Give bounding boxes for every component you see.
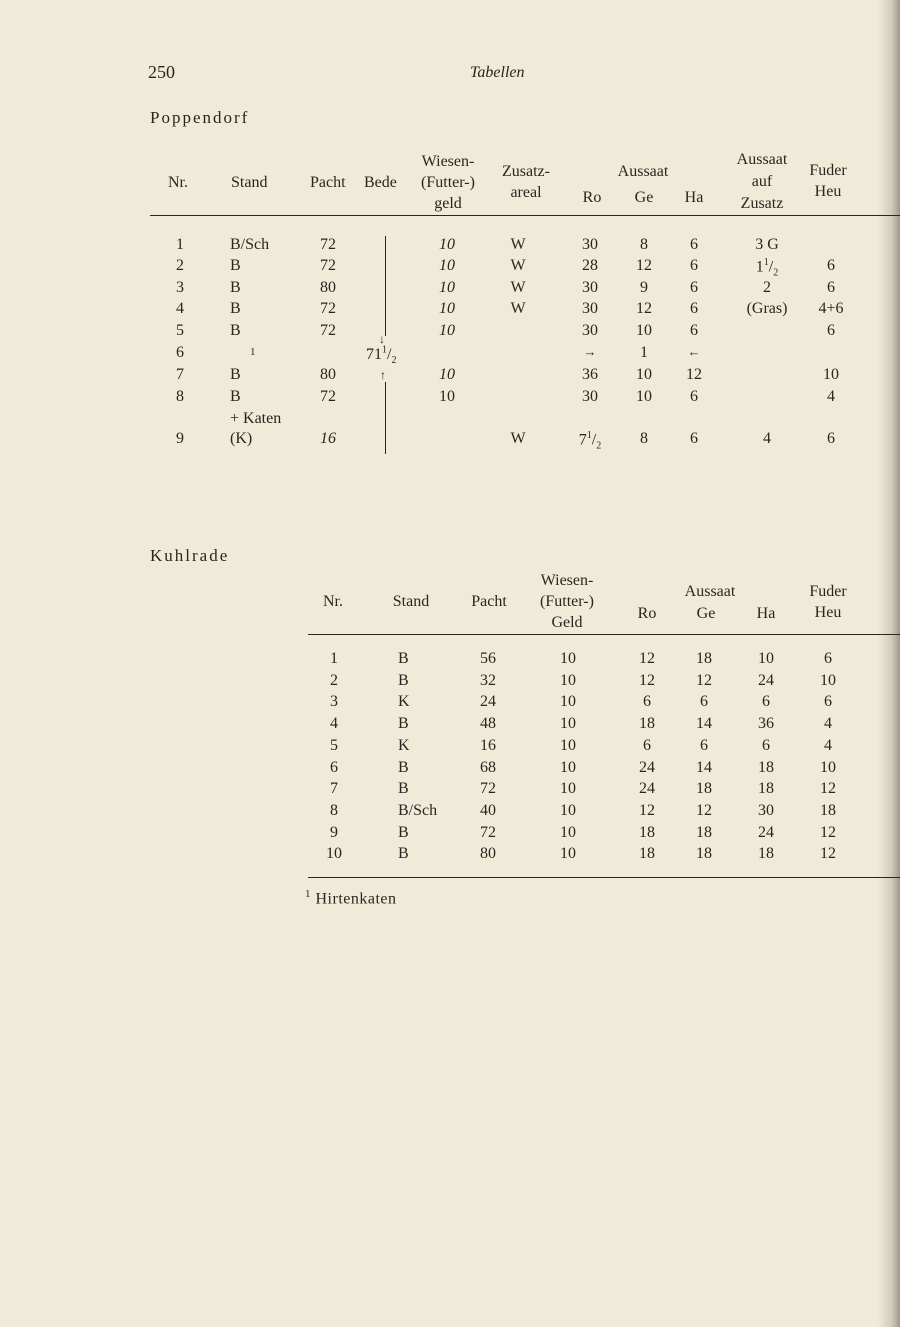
kuhlrade-row-6-nr: 6 (330, 759, 338, 776)
header-rule (308, 634, 900, 635)
kuhlrade-row-8-ha: 30 (758, 802, 774, 819)
poppendorf-row-4-wiesen: 10 (439, 300, 455, 317)
poppendorf-row-2-ha: 6 (690, 257, 698, 274)
footnote-text: Hirtenkaten (315, 890, 397, 908)
kuhlrade-row-5-ro: 6 (643, 737, 651, 754)
poppendorf-row-10-ge: 8 (640, 430, 648, 447)
section-title-kuhlrade: Kuhlrade (150, 546, 230, 565)
kuhlrade-row-5-stand: K (398, 737, 410, 754)
kuhlrade-row-8-ge: 12 (696, 802, 712, 819)
kuhlrade-row-4-fuder: 4 (824, 715, 832, 732)
poppendorf-row-4-ro: 30 (582, 300, 598, 317)
poppendorf-row-7-pacht: 80 (320, 366, 336, 383)
header-ha: Ha (684, 189, 704, 206)
kuhlrade-row-9-nr: 9 (330, 824, 338, 841)
kuhlrade-row-7-ro: 24 (639, 780, 655, 797)
kuhlrade-row-8-wiesen: 10 (560, 802, 576, 819)
header-pacht: Pacht (310, 174, 346, 191)
kuhlrade-row-8-ro: 12 (639, 802, 655, 819)
kuhlrade-row-5-nr: 5 (330, 737, 338, 754)
kuhlrade-row-9-ro: 18 (639, 824, 655, 841)
poppendorf-row-10-ha: 6 (690, 430, 698, 447)
poppendorf-row-10-fuder: 6 (827, 430, 835, 447)
poppendorf-row-5-ro: 30 (582, 322, 598, 339)
poppendorf-row-2-nr: 2 (176, 257, 184, 274)
kuhlrade-row-3-fuder: 6 (824, 693, 832, 710)
kuhlrade-row-5-ge: 6 (700, 737, 708, 754)
poppendorf-row-10-pacht: 16 (320, 430, 336, 447)
running-title: Tabellen (470, 64, 525, 81)
kuhlrade-row-9-pacht: 72 (480, 824, 496, 841)
kuhlrade-row-4-pacht: 48 (480, 715, 496, 732)
kuhlrade-row-3-wiesen: 10 (560, 693, 576, 710)
kuhlrade-row-9-wiesen: 10 (560, 824, 576, 841)
kuhlrade-row-6-ha: 18 (758, 759, 774, 776)
poppendorf-row-5-fuder: 6 (827, 322, 835, 339)
kuhlrade-row-3-stand: K (398, 693, 410, 710)
kuhlrade-row-5-ha: 6 (762, 737, 770, 754)
header-nr: Nr. (323, 593, 343, 610)
poppendorf-row-7-ge: 10 (636, 366, 652, 383)
kuhlrade-row-1-nr: 1 (330, 650, 338, 667)
poppendorf-row-9-stand: + Katen (230, 410, 282, 427)
kuhlrade-row-6-ge: 14 (696, 759, 712, 776)
kuhlrade-row-4-ha: 36 (758, 715, 774, 732)
header-aussaat: Aussaat (617, 163, 669, 180)
poppendorf-row-10-nr: 9 (176, 430, 184, 447)
poppendorf-row-2-pacht: 72 (320, 257, 336, 274)
header-fuder-l2: Heu (814, 183, 842, 200)
poppendorf-row-3-stand: B (230, 279, 241, 296)
header-stand: Stand (392, 593, 430, 610)
poppendorf-row-4-pacht: 72 (320, 300, 336, 317)
kuhlrade-row-5-fuder: 4 (824, 737, 832, 754)
kuhlrade-row-4-ge: 14 (696, 715, 712, 732)
kuhlrade-row-4-ro: 18 (639, 715, 655, 732)
kuhlrade-row-7-wiesen: 10 (560, 780, 576, 797)
header-pacht: Pacht (471, 593, 507, 610)
header-zusatz-l1: Zusatz- (502, 163, 550, 180)
poppendorf-row-5-ge: 10 (636, 322, 652, 339)
kuhlrade-row-2-pacht: 32 (480, 672, 496, 689)
header-auf-l3: Zusatz (740, 195, 784, 212)
poppendorf-row-5-ha: 6 (690, 322, 698, 339)
poppendorf-row-8-ge: 10 (636, 388, 652, 405)
poppendorf-row-5-nr: 5 (176, 322, 184, 339)
poppendorf-row-3-nr: 3 (176, 279, 184, 296)
page-number: 250 (148, 62, 175, 82)
poppendorf-row-8-pacht: 72 (320, 388, 336, 405)
kuhlrade-row-9-stand: B (398, 824, 409, 841)
poppendorf-row-2-ge: 12 (636, 257, 652, 274)
bede-value: $71^1/_2$ (366, 345, 397, 367)
poppendorf-row-6-ro: → (583, 344, 597, 359)
header-wiesen-l1: Wiesen- (540, 572, 594, 589)
kuhlrade-row-1-ha: 10 (758, 650, 774, 667)
poppendorf-row-10-ro: $7^1/_2$ (578, 430, 602, 452)
kuhlrade-row-5-wiesen: 10 (560, 737, 576, 754)
poppendorf-row-2-stand: B (230, 257, 241, 274)
poppendorf-row-4-ge: 12 (636, 300, 652, 317)
poppendorf-row-7-ro: 36 (582, 366, 598, 383)
poppendorf-row-10-auf: 4 (763, 430, 771, 447)
kuhlrade-row-10-ge: 18 (696, 845, 712, 862)
poppendorf-row-3-ro: 30 (582, 279, 598, 296)
poppendorf-row-2-auf: $1^1/_2$ (755, 257, 779, 279)
poppendorf-row-3-auf: 2 (763, 279, 771, 296)
kuhlrade-row-7-nr: 7 (330, 780, 338, 797)
header-wiesen-l3: Geld (551, 614, 583, 631)
kuhlrade-row-10-pacht: 80 (480, 845, 496, 862)
poppendorf-row-7-ha: 12 (686, 366, 702, 383)
poppendorf-row-10-zusatz: W (510, 430, 526, 447)
bottom-rule (308, 877, 900, 878)
kuhlrade-row-10-nr: 10 (326, 845, 342, 862)
poppendorf-row-7-stand: B (230, 366, 241, 383)
poppendorf-row-7-nr: 7 (176, 366, 184, 383)
header-ge: Ge (634, 189, 654, 206)
poppendorf-row-1-nr: 1 (176, 236, 184, 253)
poppendorf-row-8-ha: 6 (690, 388, 698, 405)
header-zusatz-l2: areal (510, 184, 542, 201)
kuhlrade-row-2-fuder: 10 (820, 672, 836, 689)
kuhlrade-row-8-nr: 8 (330, 802, 338, 819)
kuhlrade-row-1-ge: 18 (696, 650, 712, 667)
kuhlrade-row-7-ge: 18 (696, 780, 712, 797)
header-wiesen-l1: Wiesen- (421, 153, 475, 170)
poppendorf-row-4-zusatz: W (510, 300, 526, 317)
kuhlrade-row-2-ge: 12 (696, 672, 712, 689)
header-ge: Ge (696, 605, 716, 622)
poppendorf-row-3-zusatz: W (510, 279, 526, 296)
kuhlrade-row-6-pacht: 68 (480, 759, 496, 776)
poppendorf-row-6-ha: ← (687, 344, 701, 359)
kuhlrade-row-1-pacht: 56 (480, 650, 496, 667)
kuhlrade-row-2-stand: B (398, 672, 409, 689)
kuhlrade-row-8-stand: B/Sch (398, 802, 438, 819)
footnote (305, 888, 397, 908)
header-ro: Ro (637, 605, 657, 622)
kuhlrade-row-10-ro: 18 (639, 845, 655, 862)
header-wiesen-l2: (Futter-) (540, 593, 594, 610)
poppendorf-row-2-zusatz: W (510, 257, 526, 274)
kuhlrade-row-1-wiesen: 10 (560, 650, 576, 667)
header-ro: Ro (582, 189, 602, 206)
kuhlrade-row-7-ha: 18 (758, 780, 774, 797)
poppendorf-row-4-auf: (Gras) (746, 300, 788, 317)
header-aussaat: Aussaat (684, 583, 736, 600)
header-rule (150, 215, 900, 216)
poppendorf-row-3-ge: 9 (640, 279, 648, 296)
poppendorf-row-4-ha: 6 (690, 300, 698, 317)
kuhlrade-row-3-nr: 3 (330, 693, 338, 710)
kuhlrade-row-4-wiesen: 10 (560, 715, 576, 732)
bede-arrow-down-icon: ↓ (379, 332, 385, 346)
kuhlrade-row-4-stand: B (398, 715, 409, 732)
kuhlrade-row-7-pacht: 72 (480, 780, 496, 797)
poppendorf-row-1-ge: 8 (640, 236, 648, 253)
poppendorf-row-1-stand: B/Sch (230, 236, 270, 253)
poppendorf-row-8-ro: 30 (582, 388, 598, 405)
kuhlrade-row-2-ro: 12 (639, 672, 655, 689)
poppendorf-row-8-nr: 8 (176, 388, 184, 405)
poppendorf-row-8-wiesen: 10 (439, 388, 455, 405)
header-fuder-l1: Fuder (809, 162, 847, 179)
kuhlrade-row-2-wiesen: 10 (560, 672, 576, 689)
page-edge-shadow (878, 0, 900, 1327)
poppendorf-row-5-wiesen: 10 (439, 322, 455, 339)
poppendorf-row-7-wiesen: 10 (439, 366, 455, 383)
kuhlrade-row-9-fuder: 12 (820, 824, 836, 841)
kuhlrade-row-7-stand: B (398, 780, 409, 797)
poppendorf-row-1-ha: 6 (690, 236, 698, 253)
poppendorf-row-3-wiesen: 10 (439, 279, 455, 296)
kuhlrade-row-10-fuder: 12 (820, 845, 836, 862)
header-ha: Ha (756, 605, 776, 622)
kuhlrade-row-10-wiesen: 10 (560, 845, 576, 862)
kuhlrade-row-6-ro: 24 (639, 759, 655, 776)
kuhlrade-row-1-fuder: 6 (824, 650, 832, 667)
header-nr: Nr. (168, 174, 188, 191)
poppendorf-row-1-ro: 30 (582, 236, 598, 253)
kuhlrade-row-6-stand: B (398, 759, 409, 776)
poppendorf-row-3-pacht: 80 (320, 279, 336, 296)
header-wiesen-l3: geld (434, 195, 462, 212)
kuhlrade-row-8-fuder: 18 (820, 802, 836, 819)
poppendorf-row-5-stand: B (230, 322, 241, 339)
kuhlrade-row-3-pacht: 24 (480, 693, 496, 710)
header-wiesen-l2: (Futter-) (421, 174, 475, 191)
poppendorf-row-6-stand: 1 (250, 346, 256, 358)
kuhlrade-row-10-ha: 18 (758, 845, 774, 862)
kuhlrade-row-3-ha: 6 (762, 693, 770, 710)
poppendorf-row-4-stand: B (230, 300, 241, 317)
bede-line-lower (385, 382, 386, 454)
header-stand: Stand (231, 174, 268, 191)
poppendorf-row-1-auf: 3 G (755, 236, 779, 253)
kuhlrade-row-5-pacht: 16 (480, 737, 496, 754)
kuhlrade-row-4-nr: 4 (330, 715, 338, 732)
poppendorf-row-2-wiesen: 10 (439, 257, 455, 274)
poppendorf-row-1-zusatz: W (510, 236, 526, 253)
poppendorf-row-3-ha: 6 (690, 279, 698, 296)
poppendorf-row-1-wiesen: 10 (439, 236, 455, 253)
poppendorf-row-6-nr: 6 (176, 344, 184, 361)
poppendorf-row-7-fuder: 10 (823, 366, 839, 383)
kuhlrade-row-9-ha: 24 (758, 824, 774, 841)
footnote-mark: 1 (305, 888, 311, 900)
poppendorf-row-6-ge: 1 (640, 344, 648, 361)
header-auf-l2: auf (751, 173, 773, 190)
kuhlrade-row-1-stand: B (398, 650, 409, 667)
kuhlrade-row-8-pacht: 40 (480, 802, 496, 819)
poppendorf-row-8-stand: B (230, 388, 241, 405)
kuhlrade-row-9-ge: 18 (696, 824, 712, 841)
poppendorf-row-1-pacht: 72 (320, 236, 336, 253)
kuhlrade-row-2-ha: 24 (758, 672, 774, 689)
kuhlrade-row-1-ro: 12 (639, 650, 655, 667)
poppendorf-row-5-pacht: 72 (320, 322, 336, 339)
poppendorf-row-2-ro: 28 (582, 257, 598, 274)
bede-arrow-up-icon: ↑ (380, 368, 386, 382)
poppendorf-row-8-fuder: 4 (827, 388, 835, 405)
header-fuder-l1: Fuder (809, 583, 847, 600)
poppendorf-row-4-nr: 4 (176, 300, 184, 317)
kuhlrade-row-3-ge: 6 (700, 693, 708, 710)
poppendorf-row-3-fuder: 6 (827, 279, 835, 296)
section-title-poppendorf: Poppendorf (150, 108, 250, 127)
poppendorf-row-2-fuder: 6 (827, 257, 835, 274)
kuhlrade-row-6-fuder: 10 (820, 759, 836, 776)
kuhlrade-row-10-stand: B (398, 845, 409, 862)
kuhlrade-row-7-fuder: 12 (820, 780, 836, 797)
kuhlrade-row-6-wiesen: 10 (560, 759, 576, 776)
poppendorf-row-4-fuder: 4+6 (818, 300, 844, 317)
poppendorf-row-10-stand: (K) (230, 430, 253, 447)
bede-line-upper (385, 236, 386, 336)
header-bede: Bede (364, 174, 397, 191)
header-auf-l1: Aussaat (736, 151, 788, 168)
kuhlrade-row-2-nr: 2 (330, 672, 338, 689)
kuhlrade-row-3-ro: 6 (643, 693, 651, 710)
header-fuder-l2: Heu (814, 604, 842, 621)
